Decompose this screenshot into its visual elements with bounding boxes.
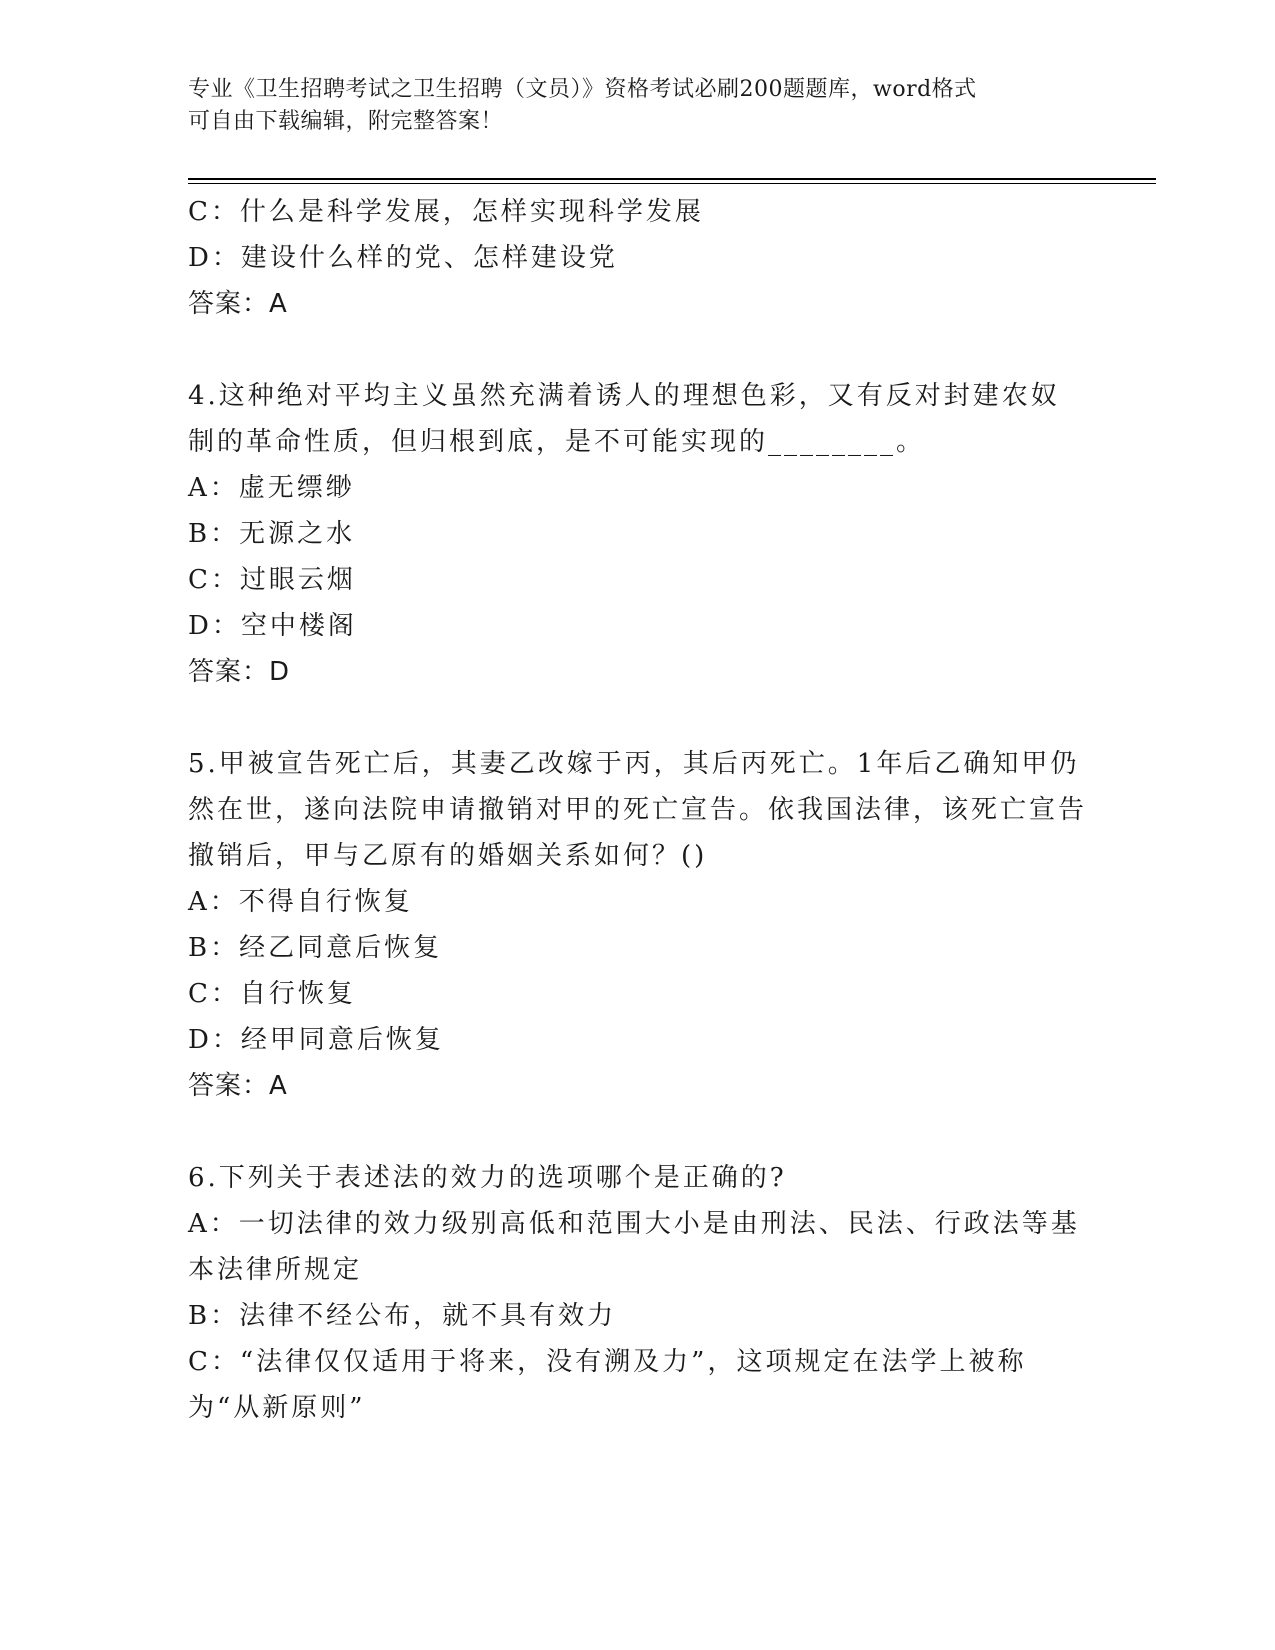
answer-line: 答案：A — [188, 289, 288, 319]
header-rule-thin — [188, 183, 1156, 184]
question-3-continued — [188, 189, 1088, 327]
spacer — [188, 1109, 1088, 1155]
option-c: C：什么是科学发展，怎样实现科学发展 — [188, 197, 704, 227]
spacer — [188, 695, 1088, 741]
question-text: 5.甲被宣告死亡后，其妻乙改嫁于丙，其后丙死亡。1年后乙确知甲仍然在世，遂向法院申请撤销对甲的死亡宣告。依我国法律，该死亡宣告撤销后，甲与乙原有的婚姻关系如何？() — [188, 749, 1088, 871]
option-b: B：经乙同意后恢复 — [188, 933, 443, 963]
question-text: 4.这种绝对平均主义虽然充满着诱人的理想色彩，又有反对封建农奴制的革命性质，但归根到底，是不可能实现的________。 — [188, 381, 1060, 457]
question-6 — [188, 1155, 1088, 1431]
header-rule-thick — [188, 178, 1156, 180]
option-a: A：不得自行恢复 — [188, 887, 413, 917]
option-c: C：自行恢复 — [188, 979, 356, 1009]
question-4 — [188, 373, 1088, 695]
question-text: 6.下列关于表述法的效力的选项哪个是正确的? — [188, 1163, 787, 1193]
answer-line: 答案：A — [188, 1071, 288, 1101]
header-line-1: 专业《卫生招聘考试之卫生招聘（文员）》资格考试必刷200题题库，word格式 — [188, 77, 977, 102]
option-a: A：一切法律的效力级别高低和范围大小是由刑法、民法、行政法等基本法律所规定 — [188, 1209, 1080, 1285]
spacer — [188, 327, 1088, 373]
answer-line: 答案：D — [188, 657, 291, 687]
document-body — [188, 189, 1088, 1431]
option-c: C：过眼云烟 — [188, 565, 356, 595]
document-header — [188, 74, 1068, 138]
option-b: B：法律不经公布，就不具有效力 — [188, 1301, 617, 1331]
option-d: D：空中楼阁 — [188, 611, 357, 641]
header-line-2: 可自由下载编辑，附完整答案！ — [188, 109, 504, 134]
option-d: D：建设什么样的党、怎样建设党 — [188, 243, 618, 273]
option-b: B：无源之水 — [188, 519, 356, 549]
option-c: C：“法律仅仅适用于将来，没有溯及力”，这项规定在法学上被称为“从新原则” — [188, 1347, 1027, 1423]
option-a: A：虚无缥缈 — [188, 473, 355, 503]
question-5 — [188, 741, 1088, 1109]
option-d: D：经甲同意后恢复 — [188, 1025, 444, 1055]
